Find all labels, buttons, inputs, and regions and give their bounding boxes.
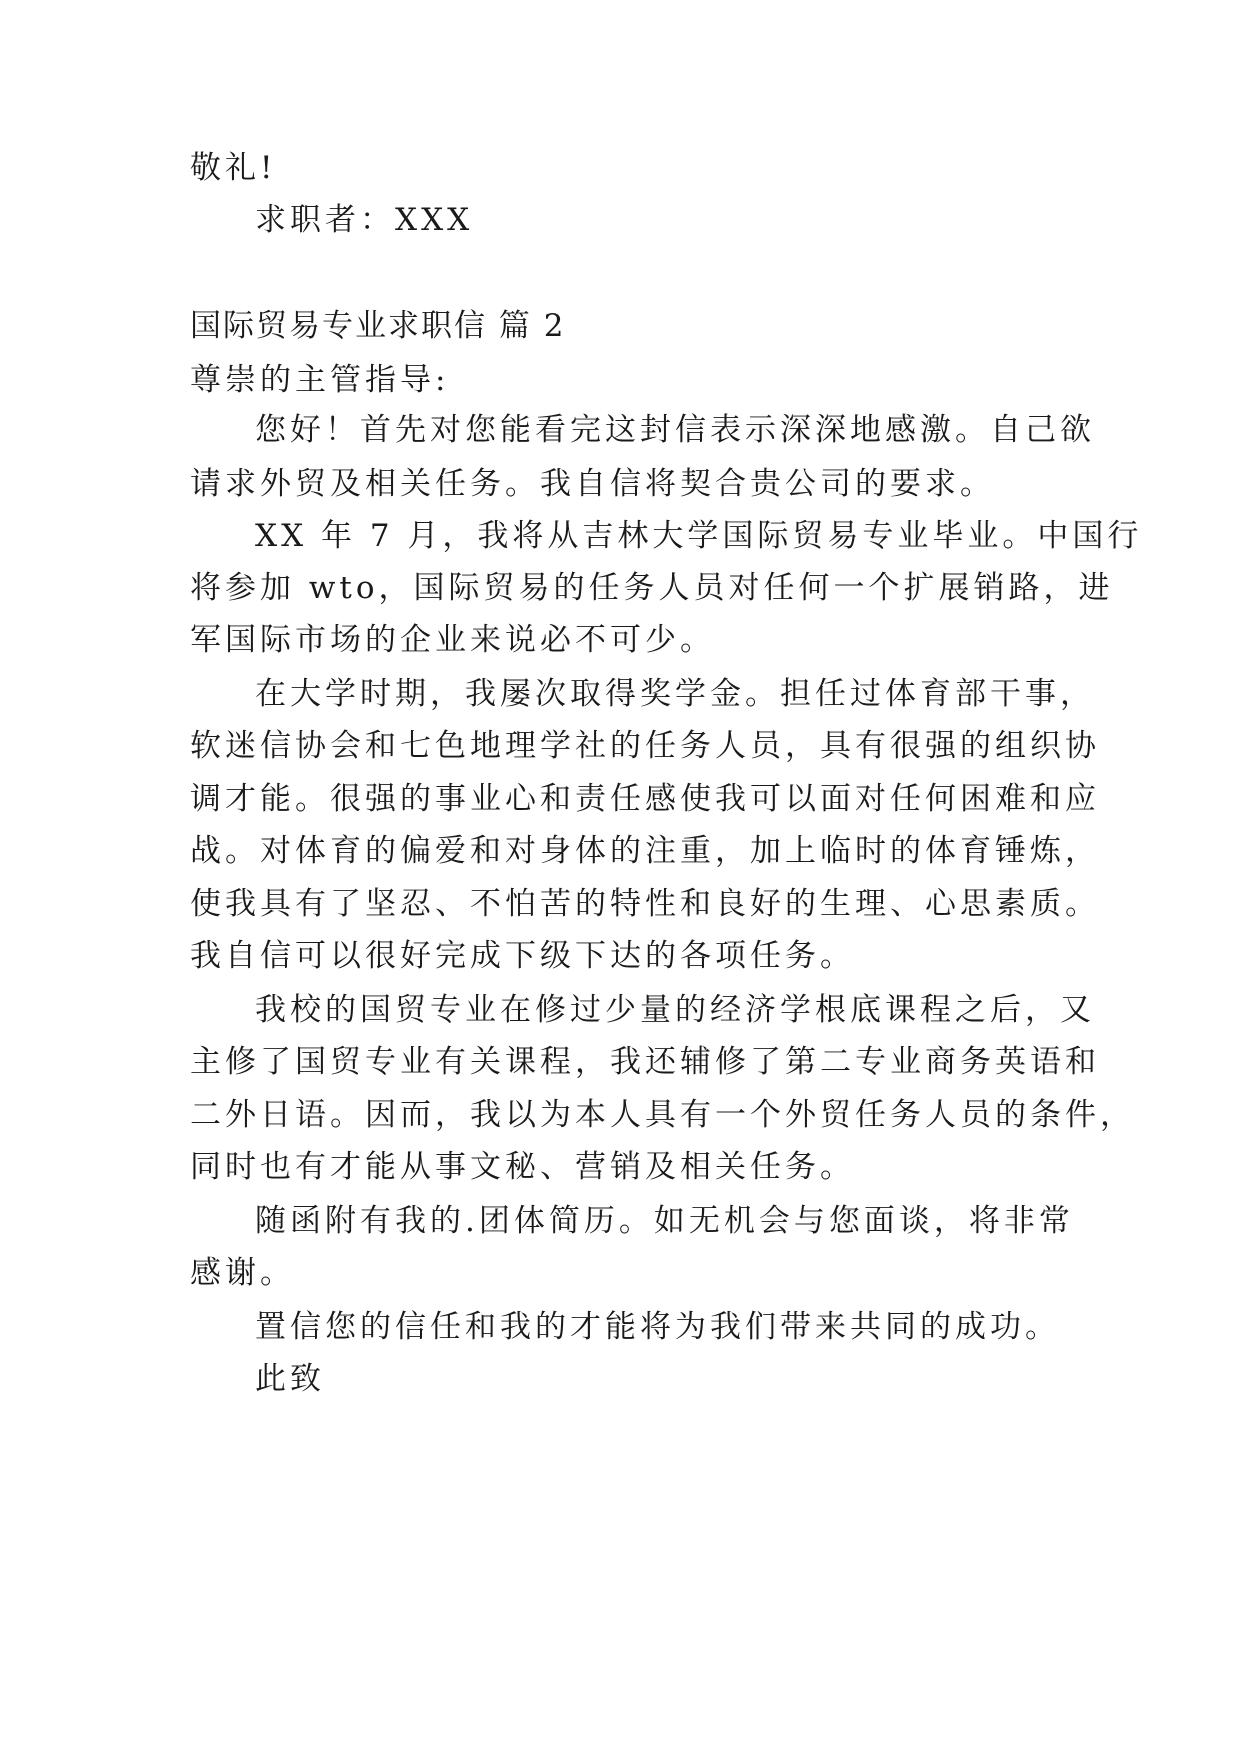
paragraph-line: 同时也有才能从事文秘、营销及相关任务。: [190, 1149, 855, 1185]
paragraph-line: XX 年 7 月，我将从吉林大学国际贸易专业毕业。中国行: [255, 518, 1143, 554]
paragraph-line: 感谢。: [190, 1255, 295, 1291]
paragraph-line: 随函附有我的.团体简历。如无机会与您面谈，将非常: [255, 1203, 1074, 1239]
salute-line: 敬礼!: [190, 150, 277, 186]
paragraph-line: 战。对体育的偏爱和对身体的注重，加上临时的体育锤炼，: [190, 833, 1100, 869]
paragraph-line: 置信您的信任和我的才能将为我们带来共同的成功。: [255, 1309, 1060, 1345]
letter-greeting: 尊崇的主管指导:: [190, 362, 450, 398]
section-heading: 国际贸易专业求职信 篇 2: [190, 308, 566, 344]
paragraph-line: 军国际市场的企业来说必不可少。: [190, 622, 715, 658]
paragraph-line: 软迷信协会和七色地理学社的任务人员，具有很强的组织协: [190, 728, 1100, 764]
paragraph-line: 在大学时期，我屡次取得奖学金。担任过体育部干事，: [255, 676, 1095, 712]
signature-line: 求职者：XXX: [255, 202, 474, 238]
paragraph-line: 主修了国贸专业有关课程，我还辅修了第二专业商务英语和: [190, 1044, 1100, 1080]
paragraph-line: 请求外贸及相关任务。我自信将契合贵公司的要求。: [190, 466, 995, 502]
paragraph-line: 使我具有了坚忍、不怕苦的特性和良好的生理、心思素质。: [190, 886, 1100, 922]
paragraph-line: 调才能。很强的事业心和责任感使我可以面对任何困难和应: [190, 781, 1100, 817]
paragraph-line: 我校的国贸专业在修过少量的经济学根底课程之后，又: [255, 992, 1095, 1028]
closing-phrase: 此致: [255, 1361, 325, 1397]
paragraph-line: 您好！首先对您能看完这封信表示深深地感激。自己欲: [255, 412, 1095, 448]
paragraph-line: 将参加 wto，国际贸易的任务人员对任何一个扩展销路，进: [190, 570, 1114, 606]
paragraph-line: 二外日语。因而，我以为本人具有一个外贸任务人员的条件，: [190, 1097, 1135, 1133]
paragraph-line: 我自信可以很好完成下级下达的各项任务。: [190, 938, 855, 974]
